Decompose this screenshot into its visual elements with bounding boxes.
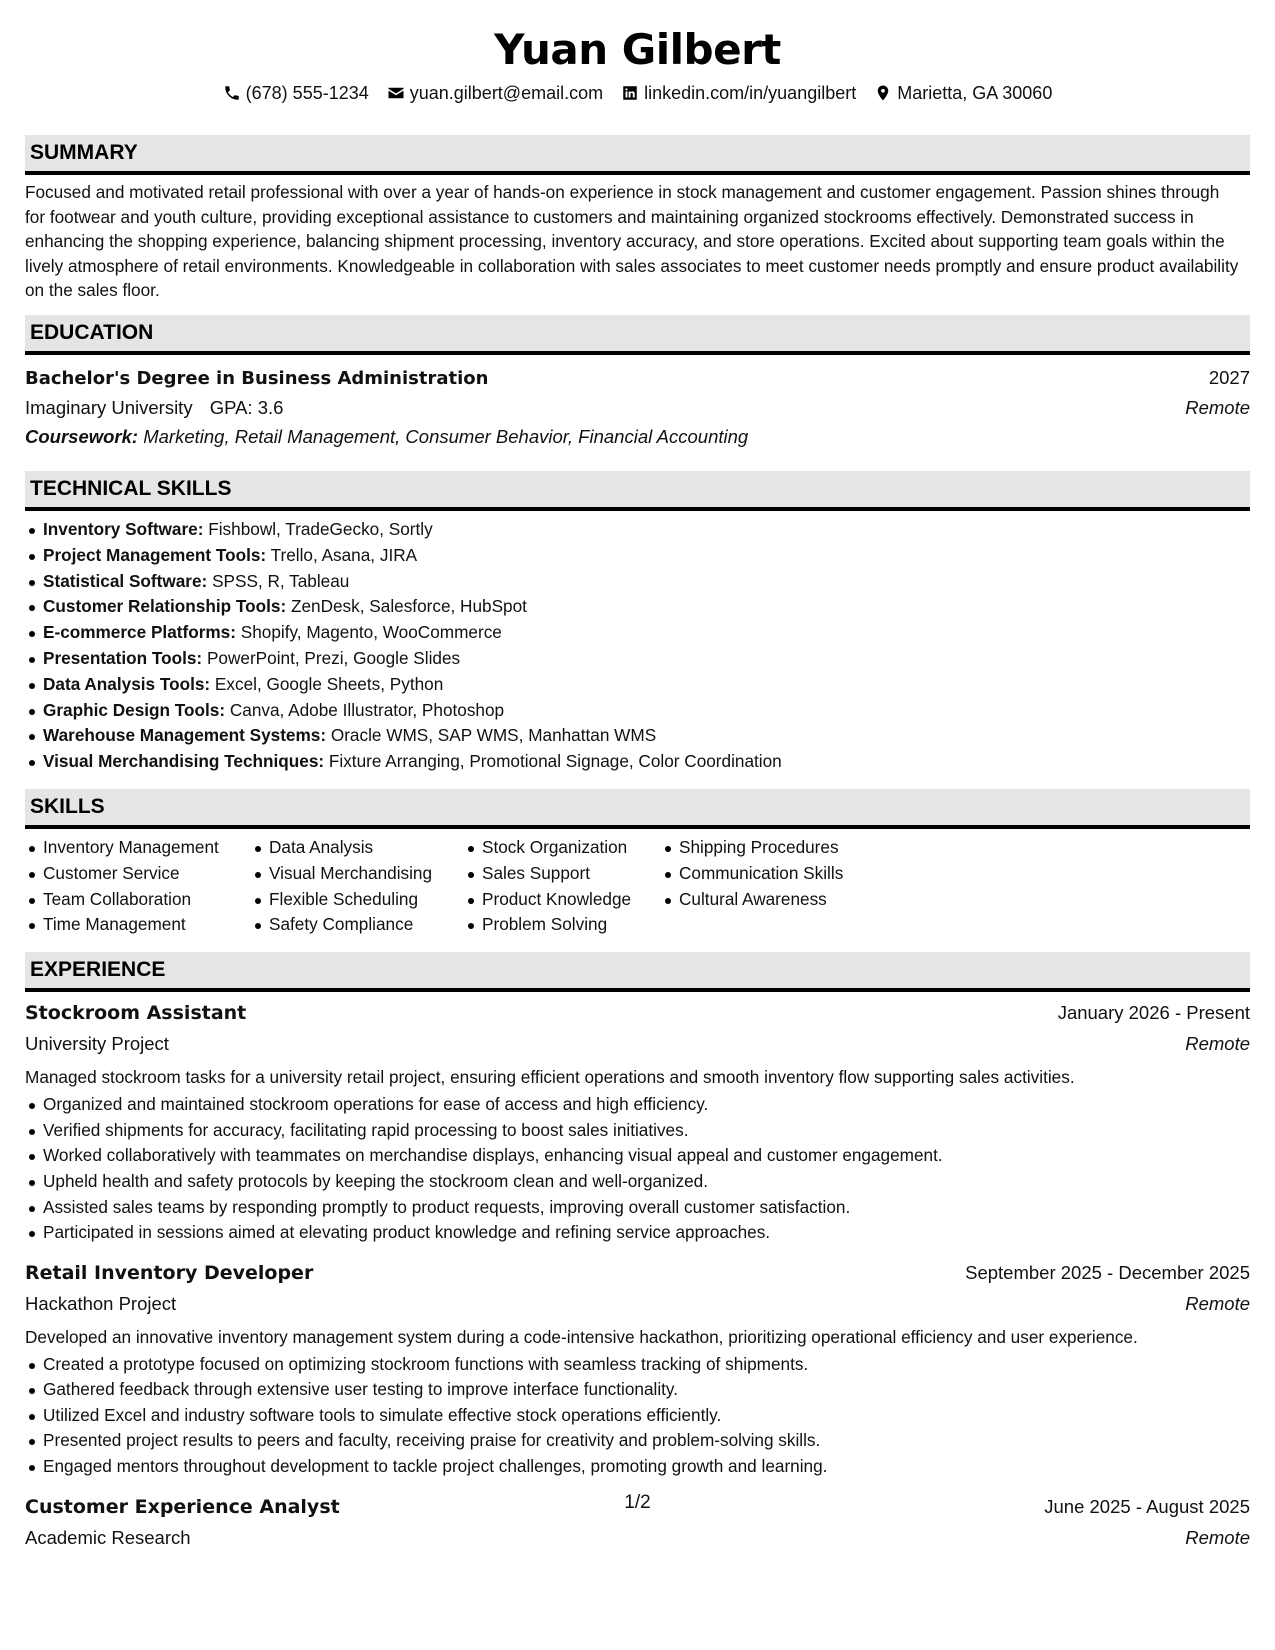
job-org-row [25,1289,1250,1319]
experience-entry [25,996,1250,1246]
list-item: Customer Service [25,861,251,887]
coursework-label: Coursework: [25,425,139,447]
contact-bar [25,78,1250,108]
list-item [25,569,1250,595]
technical-skills-list [25,517,1250,775]
technical-skills-heading: TECHNICAL SKILLS [25,471,1250,511]
school-info [25,393,283,422]
list-item [25,723,1250,749]
list-item: Gathered feedback through extensive user testing to improve interface functionality. [25,1377,1250,1403]
job-bullets [25,1352,1250,1480]
job-title: Customer Experience Analyst [25,1495,340,1518]
list-item: Upheld health and safety protocols by keeping the stockroom clean and well-organized. [25,1169,1250,1195]
contact-linkedin[interactable] [621,83,856,104]
skill-value: ZenDesk, Salesforce, HubSpot [290,596,527,617]
list-item: Flexible Scheduling [251,887,464,913]
skill-label: Project Management Tools: [43,544,267,565]
skill-label: Warehouse Management Systems: [43,725,327,746]
job-description: Managed stockroom tasks for a university retail project, ensuring efficient operations and smooth inventory flow supporting sales activities. [25,1067,1075,1088]
experience-heading: EXPERIENCE [25,952,1250,992]
skill-value: PowerPoint, Prezi, Google Slides [206,647,461,668]
candidate-name: Yuan Gilbert [494,25,781,74]
list-item: Sales Support [464,861,661,887]
skill-value: Shopify, Magento, WooCommerce [240,622,502,643]
list-item: Inventory Management [25,835,251,861]
job-title-row [25,996,1250,1029]
contact-location [874,83,1052,104]
phone-icon [223,84,241,102]
list-item: Time Management [25,912,251,938]
skill-value: Canva, Adobe Illustrator, Photoshop [229,699,505,720]
job-dates: June 2025 - August 2025 [1044,1495,1250,1517]
job-dates: January 2026 - Present [1057,1002,1250,1024]
job-location: Remote [1185,1292,1250,1314]
linkedin-link[interactable]: linkedin.com/in/yuangilbert [644,82,857,103]
job-bullets [25,1092,1250,1246]
list-item: Team Collaboration [25,887,251,913]
resume-page [25,0,1250,1650]
list-item: Participated in sessions aimed at elevating product knowledge and refining service approaches. [25,1220,1250,1246]
skills-heading: SKILLS [25,789,1250,829]
education-degree-row [25,363,1250,393]
skills-column [25,835,251,938]
skill-label: Statistical Software: [43,570,208,591]
list-item: Presented project results to peers and faculty, receiving praise for creativity and problem-solving skills. [25,1428,1250,1454]
list-item: Safety Compliance [251,912,464,938]
job-location: Remote [1185,1526,1250,1548]
list-item: Organized and maintained stockroom operations for ease of access and high efficiency. [25,1092,1250,1118]
coursework-line [25,422,1250,451]
degree-title: Bachelor's Degree in Business Administration [25,367,489,389]
summary-text: Focused and motivated retail professional with over a year of hands-on experience in stock management and customer engagement. Passion shines through for footwear and youth culture, providing exceptional assistance to customers and maintaining organized stockrooms effectively. Demonstrated success in enhancing the shopping experience, balancing shipment processing, inventory accuracy, and store operations. Excited about supporting team goals within the lively atmosphere of retail environments. Knowledgeable in collaboration with sales associates to meet customer needs promptly and ensure product availability on the sales floor. [25,182,1239,301]
skill-value: SPSS, R, Tableau [212,570,350,591]
list-item: Visual Merchandising [251,861,464,887]
experience-entry [25,1256,1250,1480]
list-item [25,620,1250,646]
list-item: Cultural Awareness [661,887,881,913]
education-school-row [25,393,1250,422]
skills-column [464,835,661,938]
list-item: Assisted sales teams by responding promptly to product requests, improving overall customer satisfaction. [25,1195,1250,1221]
skills-column [661,835,881,938]
list-item: Worked collaboratively with teammates on merchandise displays, enhancing visual appeal and customer engagement. [25,1143,1250,1169]
list-item: Communication Skills [661,861,881,887]
coursework-list: Marketing, Retail Management, Consumer Behavior, Financial Accounting [143,425,749,447]
job-title-row [25,1256,1250,1289]
list-item: Problem Solving [464,912,661,938]
list-item: Product Knowledge [464,887,661,913]
skill-value: Fishbowl, TradeGecko, Sortly [208,518,433,539]
skills-grid [25,835,1250,938]
job-org: Academic Research [25,1526,191,1548]
list-item: Verified shipments for accuracy, facilitating rapid processing to boost sales initiatives. [25,1118,1250,1144]
location-text: Marietta, GA 30060 [897,82,1053,103]
contact-phone [223,83,369,104]
skill-value: Oracle WMS, SAP WMS, Manhattan WMS [330,725,657,746]
skill-label: Data Analysis Tools: [43,673,211,694]
skill-label: Inventory Software: [43,518,204,539]
job-dates: September 2025 - December 2025 [965,1261,1250,1283]
map-pin-icon [874,84,892,102]
list-item: Data Analysis [251,835,464,861]
list-item [25,594,1250,620]
skill-value: Trello, Asana, JIRA [270,544,418,565]
list-item: Created a prototype focused on optimizing stockroom functions with seamless tracking of shipments. [25,1352,1250,1378]
skill-value: Excel, Google Sheets, Python [214,673,444,694]
list-item: Engaged mentors throughout development to tackle project challenges, promoting growth and learning. [25,1454,1250,1480]
list-item [25,749,1250,775]
school-name: Imaginary University [25,396,193,418]
list-item [25,672,1250,698]
email-link[interactable]: yuan.gilbert@email.com [409,82,604,103]
job-title: Retail Inventory Developer [25,1261,314,1284]
list-item: Stock Organization [464,835,661,861]
job-title: Stockroom Assistant [25,1002,247,1025]
graduation-year: 2027 [1208,366,1250,388]
job-org: University Project [25,1033,169,1055]
phone-text: (678) 555-1234 [245,82,369,103]
gpa: GPA: 3.6 [209,396,284,418]
list-item: Utilized Excel and industry software tools to simulate effective stock operations efficiently. [25,1403,1250,1429]
job-location: Remote [1185,1033,1250,1055]
summary-heading: SUMMARY [25,135,1250,175]
page-number: 1/2 [624,1492,651,1513]
job-org-row [25,1523,1250,1553]
skills-column [251,835,464,938]
job-org-row [25,1029,1250,1059]
skill-label: Graphic Design Tools: [43,699,226,720]
list-item [25,698,1250,724]
envelope-icon [387,84,405,102]
skill-label: Customer Relationship Tools: [43,596,287,617]
list-item [25,543,1250,569]
list-item: Shipping Procedures [661,835,881,861]
job-org: Hackathon Project [25,1292,177,1314]
list-item [25,517,1250,543]
education-heading: EDUCATION [25,315,1250,355]
list-item [25,646,1250,672]
skill-label: Visual Merchandising Techniques: [43,751,325,772]
job-description: Developed an innovative inventory management system during a code-intensive hackathon, prioritizing operational efficiency and user experience. [25,1326,1138,1347]
education-location: Remote [1185,396,1250,418]
skill-value: Fixture Arranging, Promotional Signage, Color Coordination [328,751,782,772]
skill-label: Presentation Tools: [43,647,203,668]
contact-email[interactable] [387,83,603,104]
skill-label: E-commerce Platforms: [43,622,236,643]
linkedin-icon [621,84,639,102]
